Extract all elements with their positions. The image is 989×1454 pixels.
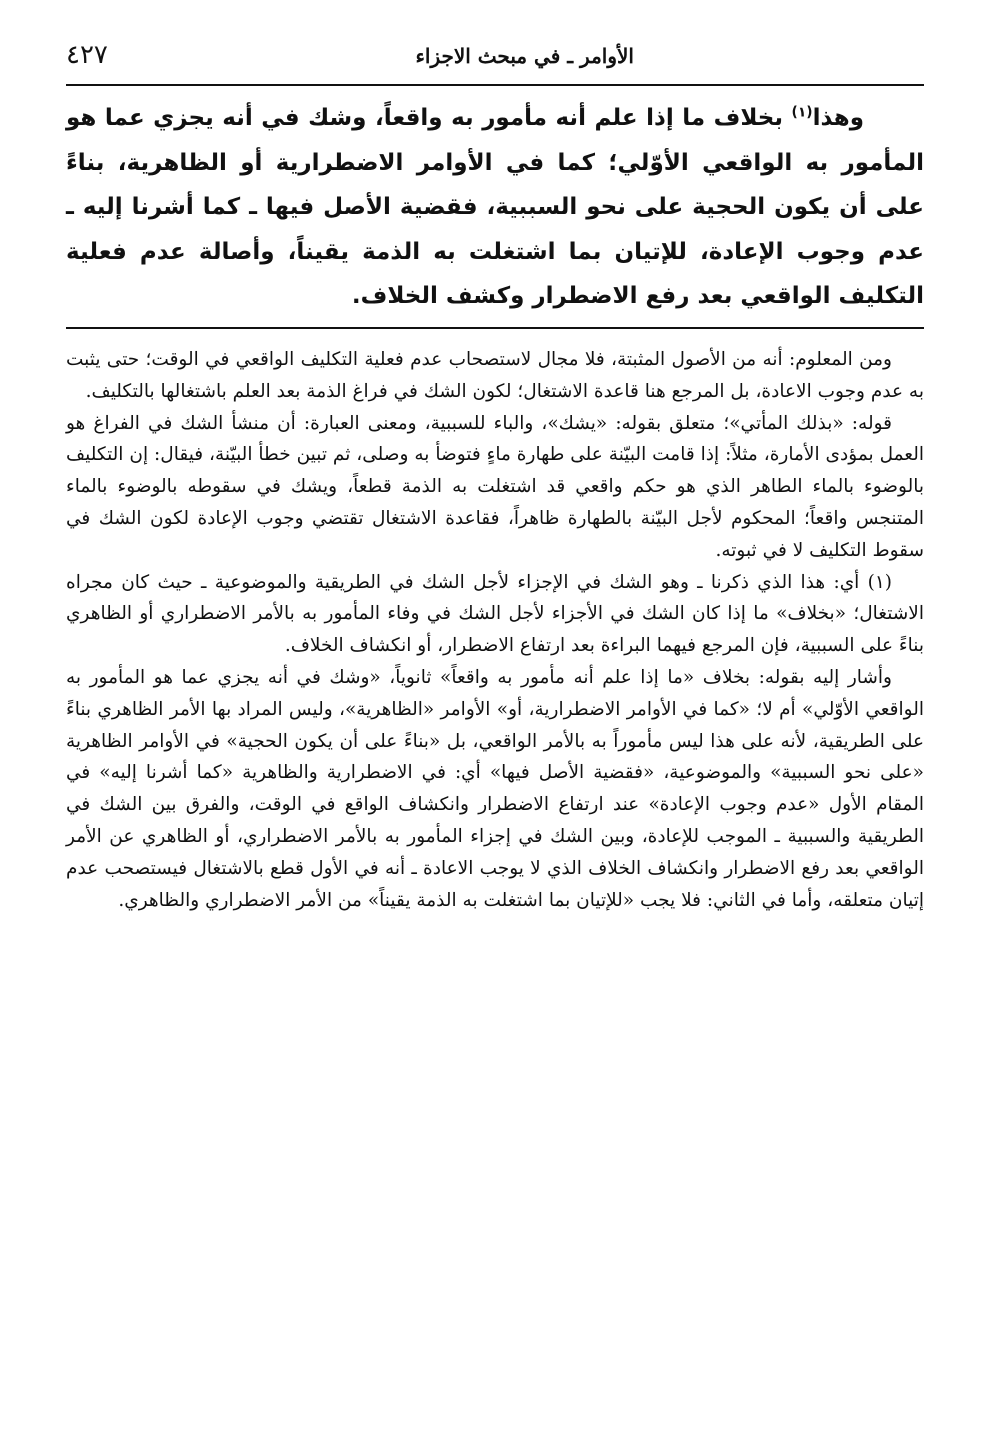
main-paragraph	[66, 96, 924, 319]
main-body: بخلاف ما إذا علم أنه مأمور به واقعاً، وشك في أنه يجزي عما هو المأمور به الواقعي الأوّلي؛ كما في الأوامر الاضطرارية أو الظاهرية، بناءً على أن يكون الحجية على نحو السببية، فقضية الأصل فيها ـ كما أشرنا إليه ـ عدم وجوب الإعادة، للإتيان بما اشتغلت به الذمة يقيناً، وأصالة عدم فعلية التكليف الواقعي بعد رفع الاضطرار وكشف الخلاف.	[66, 105, 924, 309]
footnote-separator	[66, 327, 924, 329]
note-paragraph-4: وأشار إليه بقوله: بخلاف «ما إذا علم أنه مأمور به واقعاً» ثانوياً، «وشك في أنه يجزي عما هو المأمور به الواقعي الأوّلي» أم لا؛ «كما في الأوامر الاضطرارية، أو» الأوامر «الظاهرية»، وليس المراد بها الأمر الظاهري بناءً على الطريقية، لأنه على هذا ليس مأموراً به بالأمر الواقعي، بل «بناءً على أن يكون الحجية» في الأوامر الظاهرية «على نحو السببية» والموضوعية، «فقضية الأصل فيها» أي: في الاضطرارية والظاهرية «كما أشرنا إليه» في المقام الأول «عدم وجوب الإعادة» عند ارتفاع الاضطرار وانكشاف الواقع في الوقت، والفرق بين الشك في الطريقية والسببية ـ الموجب للإعادة، وبين الشك في إجزاء المأمور به بالأمر الاضطراري، أو الظاهري عن الأمر الواقعي بعد رفع الاضطرار وانكشاف الخلاف الذي لا يوجب الاعادة ـ أنه في الأول قطع بالاشتغال فيستصحب عدم إتيان متعلقه، وأما في الثاني: فلا يجب «للإتيان بما اشتغلت به الذمة يقيناً» من الأمر الاضطراري والظاهري.	[66, 666, 924, 911]
lead-word: وهذا	[812, 105, 864, 131]
header-rule	[66, 84, 924, 86]
commentary-notes	[66, 344, 924, 916]
footnote-marker: (١)	[791, 104, 813, 121]
page-header	[66, 38, 924, 80]
note-paragraph-3: (١) أي: هذا الذي ذكرنا ـ وهو الشك في الإجزاء لأجل الشك في الطريقية والموضوعية ـ حيث كان مجراه الاشتغال؛ «بخلاف» ما إذا كان الشك في الأجزاء لأجل الشك في وفاء المأمور به بالأمر الاضطراري أو الظاهري بناءً على السببية، فإن المرجع فيهما البراءة بعد ارتفاع الاضطرار، أو انكشاف الخلاف.	[66, 571, 924, 657]
running-title: الأوامر ـ في مبحث الاجزاء	[415, 44, 634, 68]
note-paragraph-2: قوله: «بذلك المأتي»؛ متعلق بقوله: «يشك»، والباء للسببية، ومعنى العبارة: أن منشأ الشك في الفراغ هو العمل بمؤدى الأمارة، مثلاً: إذا قامت البيّنة على طهارة ماءٍ فتوضأ به وصلى، ثم تبين خطأ البيّنة، فيقال: إن التكليف بالوضوء بالماء الطاهر الذي هو حكم واقعي قد اشتغلت به الذمة قطعاً، ويشك في سقوطه بالوضوء بالماء المتنجس واقعاً؛ المحكوم لأجل البيّنة بالطهارة ظاهراً، فقاعدة الاشتغال تقتضي وجوب الإعادة لكون الشك في سقوط التكليف لا في ثبوته.	[66, 412, 924, 561]
page-number: ٤٢٧	[66, 40, 108, 70]
note-paragraph-1: ومن المعلوم: أنه من الأصول المثبتة، فلا مجال لاستصحاب عدم فعلية التكليف الواقعي في الوقت؛ حتى يثبت به عدم وجوب الاعادة، بل المرجع هنا قاعدة الاشتغال؛ لكون الشك في فراغ الذمة بعد العلم باشتغالها بالتكليف.	[66, 349, 924, 402]
main-text	[66, 96, 924, 319]
